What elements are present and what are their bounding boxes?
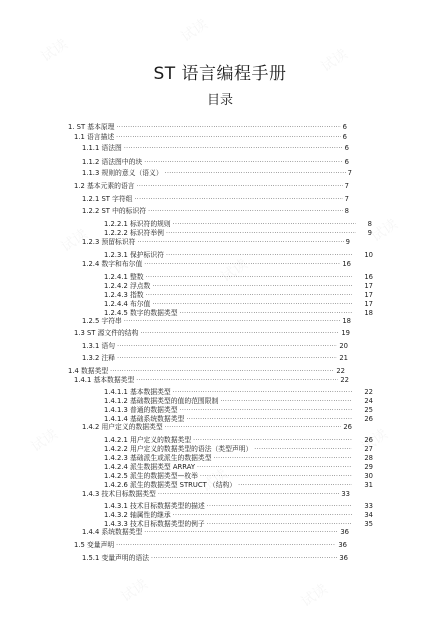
- toc-entry[interactable]: 1.3.2 注释 ..... 21: [82, 353, 348, 363]
- toc-heading: 目录: [206, 93, 233, 108]
- toc-entry[interactable]: 1.4.1.1 基本数据类型 ..... 22: [104, 387, 373, 397]
- toc-entry[interactable]: 1.4.3.3 技术目标数据类型的例子 ..... 35: [104, 519, 373, 529]
- toc-leader: [136, 375, 338, 385]
- toc-entry[interactable]: 1.4.1.3 普通的数据类型 ..... 25: [104, 405, 373, 415]
- toc-entry[interactable]: 1.4.3 技术目标数据类型 ..... 33: [82, 489, 350, 499]
- toc-entry[interactable]: 1.1.1 语法图 ..... 6: [82, 143, 349, 153]
- toc-entry[interactable]: 1.1.3 规则的意义（语义） ..... 7: [82, 168, 352, 178]
- toc-entry[interactable]: 1.4.2.5 派生的数据类型—枚举 ..... 30: [104, 471, 373, 481]
- toc-entry[interactable]: 1.5 变量声明 ..... 36: [74, 540, 347, 550]
- toc-entry[interactable]: 1.1.2 语法图中的块 ..... 6: [82, 157, 349, 167]
- toc-entry[interactable]: 1.4.3.1 技术目标数据类型的描述 ..... 33: [104, 501, 373, 511]
- toc-entry[interactable]: 1.2 基本元素的语言 ..... 7: [74, 181, 349, 191]
- toc-leader: [117, 353, 337, 363]
- toc-entry[interactable]: 1.4.1.2 基础数据类型的值的范围限制 ..... 24: [104, 396, 373, 406]
- toc-entry[interactable]: 1.4.2.1 用户定义的数据类型 ..... 26: [104, 435, 373, 445]
- toc-leader: [144, 527, 338, 537]
- toc-leader: [165, 422, 342, 432]
- toc-leader: [117, 341, 337, 351]
- toc-entry[interactable]: 1.5.1 变量声明的语法 ..... 36: [82, 553, 348, 563]
- toc-entry[interactable]: 1.2.1 ST 字符组 ..... 7: [82, 194, 349, 204]
- toc-leader: [134, 194, 342, 204]
- toc-leader: [137, 181, 343, 191]
- document-title: ST 语言编程手册: [153, 64, 287, 84]
- toc-leader: [158, 489, 340, 499]
- toc-entry[interactable]: 1.2.4.3 指数 ..... 17: [104, 290, 373, 300]
- toc-entry[interactable]: 1.3 ST 源文件的结构 ..... 19: [74, 328, 350, 338]
- toc-leader: [116, 132, 341, 142]
- toc-entry[interactable]: 1.2.4 数字和布尔值 ..... 16: [82, 259, 351, 269]
- toc-entry[interactable]: 1.4.2.3 基础派生或派生的数据类型 ..... 28: [104, 453, 373, 463]
- toc-leader: [124, 316, 340, 326]
- toc-entry[interactable]: 1.2.2.1 标识符的规则 ..... 8: [104, 219, 372, 229]
- toc-entry[interactable]: 1.2.4.5 数字的数据类型 ..... 18: [104, 308, 373, 318]
- toc-entry[interactable]: 1.2.3 预留标识符 ..... 9: [82, 237, 350, 247]
- toc-entry[interactable]: 1.4.4 系统数据类型 ..... 36: [82, 527, 349, 537]
- toc-entry[interactable]: 1.2.2.2 标识符举例 ..... 9: [104, 228, 372, 238]
- toc-entry[interactable]: 1.4.2.2 用户定义的数据类型的语法（类型声明） ..... 27: [104, 444, 373, 454]
- toc-entry[interactable]: 1.2.2 ST 中的标识符 ..... 8: [82, 206, 349, 216]
- toc-entry[interactable]: 1.2.4.1 整数 ..... 16: [104, 272, 373, 282]
- toc-leader: [151, 553, 337, 563]
- toc-leader: [116, 122, 340, 132]
- toc-entry[interactable]: 1.3.1 语句 ..... 20: [82, 341, 348, 351]
- toc-leader: [140, 328, 339, 338]
- toc-leader: [144, 259, 340, 269]
- toc-entry[interactable]: 1.2.5 字符串 ..... 18: [82, 316, 351, 326]
- toc-entry[interactable]: 1.1 语言描述 ..... 6: [74, 132, 347, 142]
- toc-entry[interactable]: 1.2.3.1 保护标识符 ..... 10: [104, 250, 373, 260]
- toc-leader: [116, 540, 336, 550]
- toc-leader: [148, 206, 343, 216]
- toc-leader: [144, 157, 342, 167]
- toc-entry[interactable]: 1.4.2.4 派生数据类型 ARRAY ..... 29: [104, 462, 373, 472]
- toc-entry[interactable]: 1.4.3.2 轴属性的继承 ..... 34: [104, 510, 373, 520]
- toc-entry[interactable]: 1.4.2.6 派生的数据类型 STRUCT （结构） ..... 31: [104, 480, 373, 490]
- toc-entry[interactable]: 1.2.4.4 布尔值 ..... 17: [104, 299, 373, 309]
- toc-entry[interactable]: 1.2.4.2 浮点数 ..... 17: [104, 281, 373, 291]
- toc-leader: [124, 143, 343, 153]
- toc-entry[interactable]: 1. ST 基本原理 ..... 6: [68, 122, 347, 132]
- toc-leader: [137, 237, 343, 247]
- toc-entry[interactable]: 1.4.1.4 基础系统数据类型 ..... 26: [104, 414, 373, 424]
- toc-entry[interactable]: 1.4.2 用户定义的数据类型 ..... 26: [82, 422, 352, 432]
- toc-entry[interactable]: 1.4 数据类型 ..... 22: [68, 366, 345, 376]
- toc-entry[interactable]: 1.4.1 基本数据类型 ..... 22: [74, 375, 349, 385]
- toc-leader: [165, 168, 346, 178]
